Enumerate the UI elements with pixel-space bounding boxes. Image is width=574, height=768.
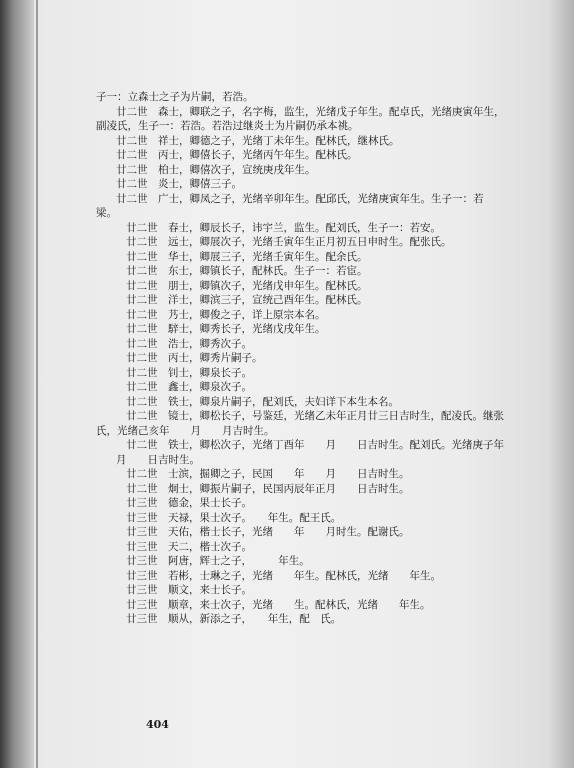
text-line: 廿二世 春士，卿辰长子，讳宇兰，监生。配刘氏，生子一：若安。 xyxy=(126,221,441,234)
text-line: 廿二世 士滨，掘卿之子，民国 年 月 日吉时生。 xyxy=(126,468,410,480)
text-line: 廿二世 艿士，卿俊之子，详上原宗本名。 xyxy=(126,308,326,321)
text-line: 廿二世 镜士，卿松长子，号鉴廷，光绪乙未年正月廿三日吉时生，配凌氏。继张 xyxy=(126,410,504,422)
text-line: 廿三世 天佑，楷士长子，光绪 年 月时生。配谢氏。 xyxy=(126,526,410,538)
binding-edge-line xyxy=(36,0,38,768)
genealogy-text-block xyxy=(96,90,560,627)
text-line: 副凌氏，生子一：若浩。若浩过继炎士为片嗣仍承本祧。 xyxy=(96,120,359,132)
text-line: 廿二世 华士，卿展三子，光绪壬寅年生。配余氏。 xyxy=(126,250,368,263)
text-line: 廿二世 炯士，卿振片嗣子，民国丙辰年正月 日吉时生。 xyxy=(126,482,410,495)
text-line: 廿三世 天二，楷士次子。 xyxy=(126,540,252,553)
text-line: 氏，光绪己亥年 月 月吉时生。 xyxy=(96,424,275,437)
text-line: 廿二世 远士，卿展次子，光绪壬寅年生正月初五日申时生。配张氏。 xyxy=(126,236,452,248)
text-line: 廿三世 顺从，新添之子， 年生，配 氏。 xyxy=(126,613,342,625)
text-line: 子一：立森士之子为片嗣，若浩。 xyxy=(96,91,254,103)
text-line: 廿三世 若彬，士琳之子，光绪 年生。配林氏，光绪 年生。 xyxy=(126,569,441,582)
text-line: 廿二世 铁士，卿泉片嗣子，配刘氏，夫妇详下本生本名。 xyxy=(126,395,399,408)
text-line: 廿二世 炎士，卿僖三子。 xyxy=(116,178,242,190)
text-line: 廿三世 顺文，来士长子。 xyxy=(126,584,252,596)
text-line: 月 日吉时生。 xyxy=(116,453,200,466)
text-line: 廿二世 铁士，卿松次子，光绪丁酉年 月 日吉时生。配刘氏。光绪庚子年 xyxy=(126,439,504,451)
text-line: 廿二世 东士，卿镇长子，配林氏。生子一：若宦。 xyxy=(126,265,368,277)
book-binding-shadow xyxy=(0,0,34,768)
text-line: 廿二世 广士，卿凤之子，光绪辛卯年生。配邱氏，光绪庚寅年生。生子一：若 xyxy=(116,192,484,205)
text-line: 廿二世 丙士，卿僖长子，光绪丙午年生。配林氏。 xyxy=(116,149,358,161)
text-line: 廿二世 朋士，卿镇次子，光绪戊申年生。配林氏。 xyxy=(126,279,368,292)
text-line: 廿三世 天禄，果士次子。 年生。配王氏。 xyxy=(126,511,342,524)
text-line: 廿三世 阿唐，辉士之子， 年生。 xyxy=(126,555,310,567)
text-line: 廿二世 浩士，卿秀次子。 xyxy=(126,337,252,350)
text-line: 廿二世 森士，卿联之子，名字梅，监生，光绪戊子年生。配卓氏，光绪庚寅年生， xyxy=(116,105,505,118)
text-line: 廿二世 钊士，卿泉长子。 xyxy=(126,366,252,379)
text-line: 廿二世 柏士，卿僖次子，宣统庚戌年生。 xyxy=(116,163,316,176)
text-line: 廿二世 洋士，卿滨三子，宣统己酉年生。配林氏。 xyxy=(126,294,368,306)
text-line: 廿二世 丙士，卿秀片嗣子。 xyxy=(126,352,263,364)
text-line: 廿三世 德金，果士长子。 xyxy=(126,497,252,509)
text-line: 廿二世 騂士，卿秀长子，光绪戊戌年生。 xyxy=(126,323,326,335)
text-line: 廿三世 顺章，来士次子，光绪 生。配林氏，光绪 年生。 xyxy=(126,598,431,611)
page-number: 404 xyxy=(146,718,169,731)
text-line: 廿二世 祥士，卿德之子，光绪丁未年生。配林氏，继林氏。 xyxy=(116,134,400,147)
text-line: 廿二世 鑫士，卿泉次子。 xyxy=(126,381,252,393)
text-line: 梁。 xyxy=(96,207,117,219)
